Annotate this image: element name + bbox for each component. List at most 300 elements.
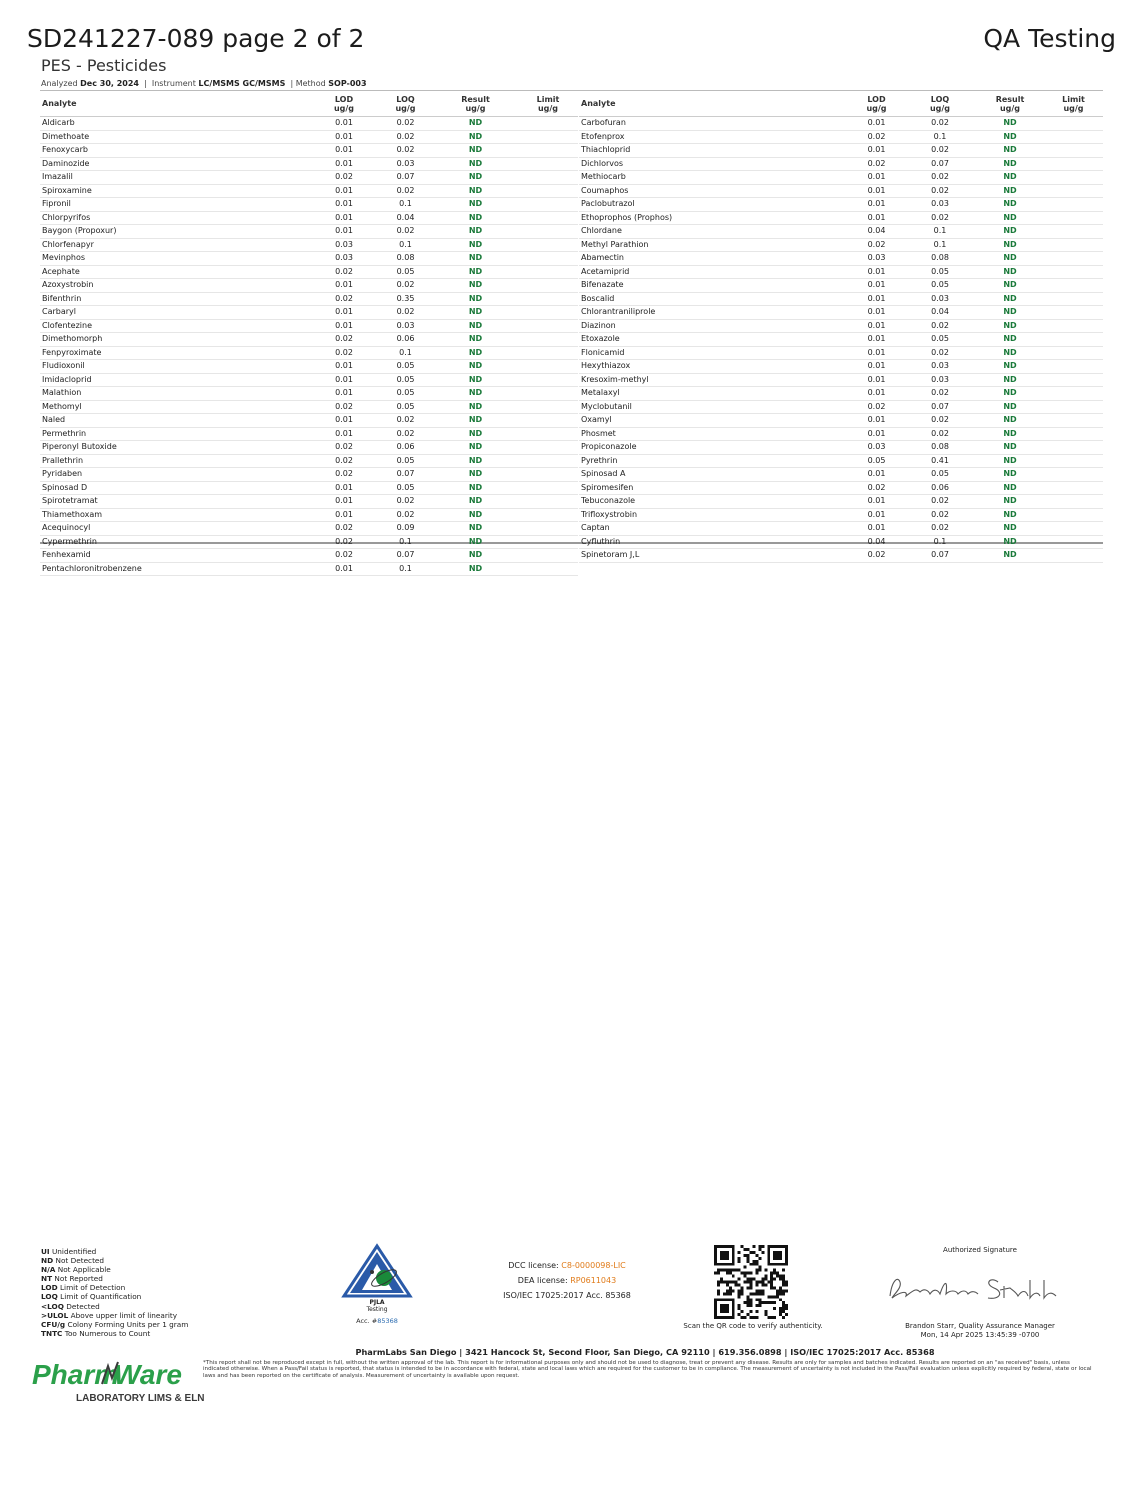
table-row (579, 265, 1103, 279)
analyte-cell: Imazalil (40, 171, 310, 185)
loq-cell: 0.02 (904, 346, 976, 360)
lod-cell: 0.02 (310, 346, 378, 360)
col-loq: LOQ ug/g (378, 91, 433, 117)
lod-cell: 0.02 (310, 522, 378, 536)
analyte-cell: Paclobutrazol (579, 198, 849, 212)
analyte-cell: Bifenazate (579, 279, 849, 293)
analyte-cell: Flonicamid (579, 346, 849, 360)
limit-cell (1044, 441, 1103, 455)
loq-cell: 0.05 (904, 468, 976, 482)
limit-cell (1044, 265, 1103, 279)
result-cell: ND (976, 535, 1044, 549)
lod-cell: 0.01 (849, 508, 904, 522)
loq-cell: 0.02 (378, 306, 433, 320)
table-row (579, 346, 1103, 360)
lod-cell: 0.01 (849, 427, 904, 441)
qr-caption: Scan the QR code to verify authenticity. (683, 1322, 823, 1330)
analysis-meta: Analyzed Dec 30, 2024 | Instrument LC/MSMS GC/MSMS | Method SOP-003 (41, 79, 367, 88)
loq-cell: 0.02 (904, 184, 976, 198)
loq-cell: 0.03 (904, 373, 976, 387)
table-row (579, 306, 1103, 320)
result-cell: ND (976, 346, 1044, 360)
loq-cell: 0.1 (378, 198, 433, 212)
result-cell: ND (976, 279, 1044, 293)
table-row (40, 306, 578, 320)
loq-cell: 0.02 (378, 495, 433, 509)
table-row (40, 211, 578, 225)
analyte-cell: Chlorfenapyr (40, 238, 310, 252)
col-limit: Limit ug/g (1044, 91, 1103, 117)
col-result: Result ug/g (976, 91, 1044, 117)
lod-cell: 0.01 (310, 387, 378, 401)
pjla-sub: Testing (366, 1306, 388, 1313)
lod-cell: 0.01 (310, 117, 378, 131)
lod-cell: 0.01 (849, 144, 904, 158)
limit-cell (1044, 400, 1103, 414)
analyte-cell: Fludioxonil (40, 360, 310, 374)
loq-cell: 0.05 (904, 265, 976, 279)
document-id: SD241227-089 page 2 of 2 (27, 24, 365, 53)
analyte-cell: Carbofuran (579, 117, 849, 131)
result-cell: ND (976, 522, 1044, 536)
pharmware-logo (32, 1356, 205, 1406)
result-cell: ND (433, 225, 518, 239)
analyte-cell: Thiachloprid (579, 144, 849, 158)
result-cell: ND (976, 117, 1044, 131)
signer-info (880, 1322, 1080, 1339)
limit-cell (518, 495, 578, 509)
limit-cell (518, 306, 578, 320)
table-row (40, 252, 578, 266)
analyte-cell: Pyridaben (40, 468, 310, 482)
lod-cell: 0.01 (849, 495, 904, 509)
analyte-cell: Prallethrin (40, 454, 310, 468)
lod-cell: 0.01 (310, 279, 378, 293)
lod-cell: 0.02 (310, 292, 378, 306)
result-cell: ND (433, 414, 518, 428)
svg-text:LABORATORY LIMS & ELN: LABORATORY LIMS & ELN (76, 1393, 205, 1404)
limit-cell (518, 562, 578, 576)
limit-cell (1044, 468, 1103, 482)
lod-cell: 0.01 (849, 292, 904, 306)
analyte-cell: Metalaxyl (579, 387, 849, 401)
limit-cell (1044, 225, 1103, 239)
lod-cell: 0.01 (310, 130, 378, 144)
table-row (40, 414, 578, 428)
table-row (40, 333, 578, 347)
loq-cell: 0.08 (378, 252, 433, 266)
analyte-cell: Coumaphos (579, 184, 849, 198)
lod-cell: 0.01 (849, 346, 904, 360)
lod-cell: 0.01 (849, 468, 904, 482)
result-cell: ND (976, 508, 1044, 522)
analyte-cell: Methyl Parathion (579, 238, 849, 252)
lod-cell: 0.01 (849, 373, 904, 387)
lod-cell: 0.02 (849, 238, 904, 252)
loq-cell: 0.1 (904, 238, 976, 252)
lod-cell: 0.02 (310, 468, 378, 482)
lod-cell: 0.01 (310, 157, 378, 171)
table-body-left (40, 117, 578, 576)
table-row (579, 292, 1103, 306)
table-row (579, 211, 1103, 225)
signed-at: Mon, 14 Apr 2025 13:45:39 -0700 (920, 1330, 1040, 1339)
result-cell: ND (433, 252, 518, 266)
analyte-cell: Dimethomorph (40, 333, 310, 347)
table-row (579, 117, 1103, 131)
limit-cell (1044, 495, 1103, 509)
table-row (579, 508, 1103, 522)
limit-cell (518, 238, 578, 252)
analyte-cell: Pyrethrin (579, 454, 849, 468)
table-row (40, 387, 578, 401)
lod-cell: 0.02 (849, 400, 904, 414)
lod-cell: 0.02 (849, 549, 904, 563)
result-cell: ND (976, 184, 1044, 198)
result-cell: ND (976, 157, 1044, 171)
result-cell: ND (976, 333, 1044, 347)
analyte-cell: Spinetoram J,L (579, 549, 849, 563)
result-cell: ND (433, 535, 518, 549)
analyte-cell: Fenpyroximate (40, 346, 310, 360)
loq-cell: 0.07 (904, 157, 976, 171)
lod-cell: 0.03 (849, 252, 904, 266)
analyte-cell: Kresoxim-methyl (579, 373, 849, 387)
analyte-cell: Acephate (40, 265, 310, 279)
loq-cell: 0.02 (378, 184, 433, 198)
table-row (40, 279, 578, 293)
limit-cell (518, 117, 578, 131)
table-row (40, 225, 578, 239)
limit-cell (518, 333, 578, 347)
lod-cell: 0.01 (310, 184, 378, 198)
loq-cell: 0.02 (378, 279, 433, 293)
limit-cell (518, 211, 578, 225)
result-cell: ND (433, 373, 518, 387)
table-row (579, 360, 1103, 374)
analyte-cell: Mevinphos (40, 252, 310, 266)
result-cell: ND (976, 171, 1044, 185)
col-analyte: Analyte (579, 91, 849, 117)
limit-cell (1044, 535, 1103, 549)
lod-cell: 0.01 (310, 414, 378, 428)
table-row (40, 130, 578, 144)
analyte-cell: Chlordane (579, 225, 849, 239)
table-row (579, 198, 1103, 212)
limit-cell (1044, 144, 1103, 158)
table-row (579, 252, 1103, 266)
loq-cell: 0.02 (904, 171, 976, 185)
result-cell: ND (433, 333, 518, 347)
svg-text:Pharm: Pharm (32, 1359, 120, 1390)
limit-cell (1044, 157, 1103, 171)
lod-cell: 0.02 (310, 265, 378, 279)
loq-cell: 0.04 (378, 211, 433, 225)
table-row (40, 238, 578, 252)
loq-cell: 0.05 (378, 387, 433, 401)
limit-cell (518, 265, 578, 279)
loq-cell: 0.07 (378, 549, 433, 563)
lab-address: PharmLabs San Diego | 3421 Hancock St, Second Floor, San Diego, CA 92110 | 619.356.0898 | ISO/IEC 17025:2017 Acc. 85368 (355, 1347, 935, 1357)
result-cell: ND (433, 184, 518, 198)
result-cell: ND (433, 292, 518, 306)
table-header-row (40, 91, 578, 117)
limit-cell (518, 279, 578, 293)
lod-cell: 0.01 (310, 198, 378, 212)
analyte-cell: Fenhexamid (40, 549, 310, 563)
result-cell: ND (976, 292, 1044, 306)
limit-cell (518, 373, 578, 387)
col-lod: LOD ug/g (310, 91, 378, 117)
lod-cell: 0.01 (310, 211, 378, 225)
pjla-acc-number: Acc. #85368 (356, 1317, 398, 1325)
organization-name: QA Testing (983, 24, 1116, 53)
lod-cell: 0.01 (849, 360, 904, 374)
table-row (40, 562, 578, 576)
result-cell: ND (976, 130, 1044, 144)
loq-cell: 0.08 (904, 441, 976, 455)
lod-cell: 0.04 (849, 225, 904, 239)
analyte-cell: Permethrin (40, 427, 310, 441)
limit-cell (1044, 211, 1103, 225)
limit-cell (518, 387, 578, 401)
result-cell: ND (433, 508, 518, 522)
loq-cell: 0.05 (378, 373, 433, 387)
limit-cell (518, 292, 578, 306)
table-row (40, 522, 578, 536)
lod-cell: 0.01 (310, 427, 378, 441)
table-row (579, 238, 1103, 252)
table-row (579, 279, 1103, 293)
limit-cell (518, 171, 578, 185)
limit-cell (518, 198, 578, 212)
lod-cell: 0.01 (849, 198, 904, 212)
handwritten-signature (880, 1253, 1075, 1308)
lod-cell: 0.01 (310, 319, 378, 333)
analyte-cell: Spinosad A (579, 468, 849, 482)
analyte-cell: Aldicarb (40, 117, 310, 131)
table-row (579, 184, 1103, 198)
result-cell: ND (976, 225, 1044, 239)
table-row (40, 198, 578, 212)
analyte-cell: Clofentezine (40, 319, 310, 333)
loq-cell: 0.02 (378, 414, 433, 428)
limit-cell (518, 184, 578, 198)
table-row (40, 117, 578, 131)
analyte-cell: Acetamiprid (579, 265, 849, 279)
table-row (40, 481, 578, 495)
limit-cell (1044, 171, 1103, 185)
table-row (40, 171, 578, 185)
result-cell: ND (433, 117, 518, 131)
dea-license: DEA license: RP0611043 (517, 1276, 617, 1285)
loq-cell: 0.02 (904, 387, 976, 401)
loq-cell: 0.06 (378, 441, 433, 455)
loq-cell: 0.05 (378, 481, 433, 495)
lod-cell: 0.01 (849, 522, 904, 536)
signature-title: Authorized Signature (943, 1246, 1017, 1254)
svg-text:Brandon Starr: Brandon Starr (880, 1253, 992, 1272)
result-cell: ND (433, 265, 518, 279)
qr-code-icon[interactable] (714, 1245, 788, 1319)
method-label: Method (295, 79, 326, 88)
loq-cell: 0.06 (378, 333, 433, 347)
lod-cell: 0.01 (310, 508, 378, 522)
result-cell: ND (976, 252, 1044, 266)
limit-cell (1044, 252, 1103, 266)
loq-cell: 0.02 (904, 427, 976, 441)
lod-cell: 0.02 (310, 549, 378, 563)
analyte-cell: Diazinon (579, 319, 849, 333)
limit-cell (1044, 549, 1103, 563)
lod-cell: 0.02 (310, 171, 378, 185)
table-row (579, 373, 1103, 387)
loq-cell: 0.02 (378, 117, 433, 131)
loq-cell: 0.05 (378, 360, 433, 374)
loq-cell: 0.02 (378, 130, 433, 144)
table-row (40, 346, 578, 360)
loq-cell: 0.02 (904, 144, 976, 158)
result-cell: ND (433, 481, 518, 495)
result-cell: ND (433, 522, 518, 536)
col-analyte: Analyte (40, 91, 310, 117)
loq-cell: 0.02 (378, 225, 433, 239)
loq-cell: 0.04 (904, 306, 976, 320)
table-row (40, 454, 578, 468)
lod-cell: 0.01 (310, 562, 378, 576)
lod-cell: 0.01 (310, 373, 378, 387)
table-row (579, 495, 1103, 509)
analyte-cell: Thiamethoxam (40, 508, 310, 522)
result-cell: ND (976, 414, 1044, 428)
table-row (579, 522, 1103, 536)
analyte-cell: Abamectin (579, 252, 849, 266)
lod-cell: 0.02 (310, 441, 378, 455)
result-cell: ND (433, 468, 518, 482)
loq-cell: 0.1 (378, 562, 433, 576)
limit-cell (518, 157, 578, 171)
instrument-label: Instrument (151, 79, 196, 88)
table-row (40, 468, 578, 482)
analyte-cell: Methiocarb (579, 171, 849, 185)
loq-cell: 0.1 (904, 535, 976, 549)
lod-cell: 0.01 (849, 306, 904, 320)
table-row (40, 400, 578, 414)
lod-cell: 0.01 (849, 333, 904, 347)
analyte-cell: Spirotetramat (40, 495, 310, 509)
table-row (579, 535, 1103, 549)
result-cell: ND (976, 400, 1044, 414)
lod-cell: 0.02 (310, 454, 378, 468)
analyte-cell: Spiromesifen (579, 481, 849, 495)
limit-cell (1044, 427, 1103, 441)
result-cell: ND (433, 454, 518, 468)
loq-cell: 0.1 (904, 225, 976, 239)
limit-cell (1044, 238, 1103, 252)
result-cell: ND (976, 468, 1044, 482)
analyte-cell: Methomyl (40, 400, 310, 414)
limit-cell (1044, 454, 1103, 468)
result-cell: ND (976, 211, 1044, 225)
result-cell: ND (433, 144, 518, 158)
analyte-cell: Propiconazole (579, 441, 849, 455)
analyte-cell: Dimethoate (40, 130, 310, 144)
analyte-cell: Tebuconazole (579, 495, 849, 509)
analyte-cell: Spiroxamine (40, 184, 310, 198)
analyte-cell: Acequinocyl (40, 522, 310, 536)
legend-item: NT Not Reported (41, 1274, 103, 1284)
lod-cell: 0.01 (310, 481, 378, 495)
lod-cell: 0.01 (849, 184, 904, 198)
signer-name: Brandon Starr, Quality Assurance Manager (905, 1322, 1055, 1330)
result-cell: ND (433, 157, 518, 171)
lod-cell: 0.03 (310, 238, 378, 252)
analyte-cell: Etoxazole (579, 333, 849, 347)
table-row (40, 441, 578, 455)
result-cell: ND (433, 346, 518, 360)
method-value: SOP-003 (328, 79, 367, 88)
table-row (40, 319, 578, 333)
table-row (579, 130, 1103, 144)
result-cell: ND (976, 360, 1044, 374)
limit-cell (518, 346, 578, 360)
lod-cell: 0.01 (849, 414, 904, 428)
report-disclaimer: *This report shall not be reproduced except in full, without the written approval of the lab. This report is for informational purposes only and should not be used to diagnose, treat or prevent any disease. Results are only for samples and batches indicated. Results are reported on an "as received" basis, unless indicated otherwise. When a Pass/Fail status is reported, that status is intended to be in accordance with federal, state and local laws which are required for the customer to be in compliance. The measurement of uncertainty is not included in the Pass/Fail evaluation unless explicitly required by federal, state or local laws and has been reported on the certificate of analysis. Measurement of uncertainty is available upon request. (203, 1360, 1092, 1379)
analyte-cell: Trifloxystrobin (579, 508, 849, 522)
analyte-cell: Baygon (Propoxur) (40, 225, 310, 239)
col-lod: LOD ug/g (849, 91, 904, 117)
lod-cell: 0.01 (310, 495, 378, 509)
result-cell: ND (433, 130, 518, 144)
abbreviation-legend (41, 1247, 188, 1338)
table-header-row (579, 91, 1103, 117)
col-result: Result ug/g (433, 91, 518, 117)
loq-cell: 0.02 (904, 522, 976, 536)
result-cell: ND (433, 562, 518, 576)
limit-cell (518, 454, 578, 468)
analyte-cell: Daminozide (40, 157, 310, 171)
loq-cell: 0.02 (904, 211, 976, 225)
lod-cell: 0.02 (849, 130, 904, 144)
limit-cell (518, 144, 578, 158)
limit-cell (1044, 292, 1103, 306)
loq-cell: 0.03 (904, 198, 976, 212)
result-cell: ND (976, 319, 1044, 333)
result-cell: ND (433, 279, 518, 293)
result-cell: ND (976, 441, 1044, 455)
table-row (579, 454, 1103, 468)
lod-cell: 0.01 (310, 306, 378, 320)
analyte-cell: Bifenthrin (40, 292, 310, 306)
analyte-cell: Captan (579, 522, 849, 536)
result-cell: ND (433, 549, 518, 563)
analyte-cell: Spinosad D (40, 481, 310, 495)
analyte-cell: Cyfluthrin (579, 535, 849, 549)
table-row (579, 400, 1103, 414)
result-cell: ND (976, 265, 1044, 279)
table-row (40, 265, 578, 279)
result-cell: ND (433, 427, 518, 441)
limit-cell (518, 252, 578, 266)
limit-cell (1044, 414, 1103, 428)
legend-item: LOD Limit of Detection (41, 1283, 126, 1293)
limit-cell (518, 468, 578, 482)
limit-cell (1044, 346, 1103, 360)
loq-cell: 0.05 (904, 279, 976, 293)
loq-cell: 0.05 (378, 400, 433, 414)
analyte-cell: Naled (40, 414, 310, 428)
analyzed-date: Dec 30, 2024 (80, 79, 139, 88)
